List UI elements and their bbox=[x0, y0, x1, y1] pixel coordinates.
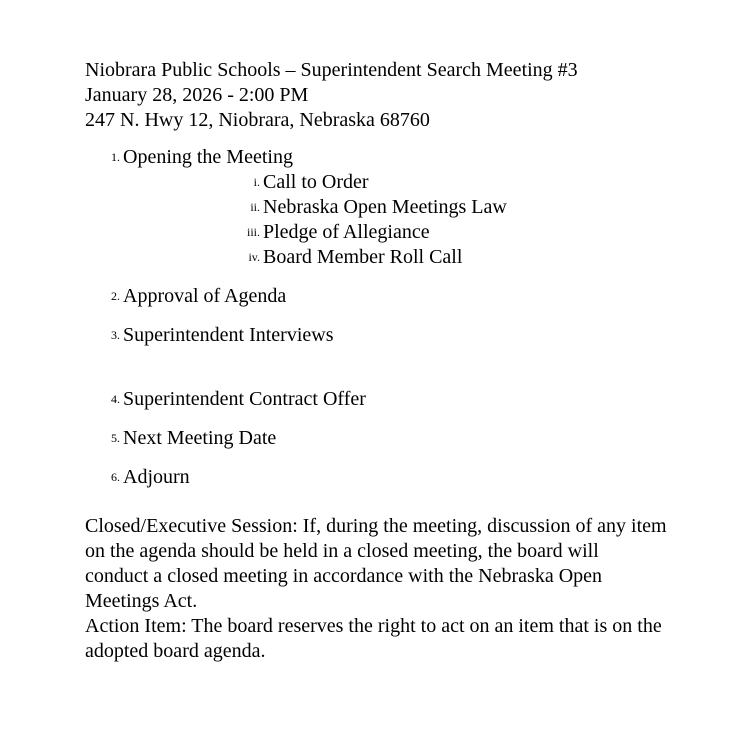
agenda-subitem bbox=[123, 245, 667, 270]
agenda-subitem-marker: ii. bbox=[250, 200, 260, 214]
agenda-item-marker: 5. bbox=[111, 431, 120, 445]
agenda-item-label: Superintendent Interviews bbox=[123, 324, 334, 346]
closed-session-notice: Closed/Executive Session: If, during the meeting, discussion of any item on the agenda should be held in a closed meeting, the board will conduct a closed meeting in accordance with the Nebraska Open Meetings Act. bbox=[85, 515, 667, 612]
agenda-item bbox=[85, 323, 667, 348]
agenda-subitem-label: Board Member Roll Call bbox=[263, 246, 463, 268]
agenda-subitem bbox=[123, 220, 667, 245]
agenda-item bbox=[85, 426, 667, 451]
agenda-item-label: Approval of Agenda bbox=[123, 285, 287, 307]
agenda-subitem-label: Nebraska Open Meetings Law bbox=[263, 196, 507, 218]
agenda-subitem-label: Pledge of Allegiance bbox=[263, 221, 430, 243]
agenda-subitem bbox=[123, 170, 667, 195]
agenda-subitem-marker: i. bbox=[253, 175, 260, 189]
agenda-item bbox=[85, 387, 667, 412]
agenda-item-marker: 1. bbox=[111, 150, 120, 164]
agenda-item-label: Superintendent Contract Offer bbox=[123, 388, 366, 410]
agenda-item-marker: 4. bbox=[111, 392, 120, 406]
meeting-header bbox=[85, 58, 667, 133]
agenda-subitem-marker: iv. bbox=[248, 250, 260, 264]
meeting-title: Niobrara Public Schools – Superintendent Search Meeting #3 bbox=[85, 59, 578, 81]
agenda-subitem-label: Call to Order bbox=[263, 171, 369, 193]
agenda-subitem-list bbox=[123, 170, 667, 270]
agenda-item-label: Next Meeting Date bbox=[123, 427, 277, 449]
agenda-item bbox=[85, 145, 667, 270]
agenda-subitem-marker: iii. bbox=[246, 225, 260, 239]
agenda-item bbox=[85, 465, 667, 490]
meeting-address: 247 N. Hwy 12, Niobrara, Nebraska 68760 bbox=[85, 109, 430, 131]
agenda-subitem bbox=[123, 195, 667, 220]
agenda-item-marker: 2. bbox=[111, 289, 120, 303]
agenda-item-marker: 6. bbox=[111, 470, 120, 484]
agenda-item-label: Opening the Meeting bbox=[123, 146, 293, 168]
agenda-list bbox=[85, 145, 667, 490]
agenda-item-marker: 3. bbox=[111, 328, 120, 342]
agenda-item-label: Adjourn bbox=[123, 466, 190, 488]
meeting-datetime: January 28, 2026 - 2:00 PM bbox=[85, 84, 309, 106]
action-item-notice: Action Item: The board reserves the right to act on an item that is on the adopted board agenda. bbox=[85, 615, 662, 662]
closing-notices bbox=[85, 514, 667, 664]
agenda-item bbox=[85, 284, 667, 309]
document-body bbox=[85, 58, 667, 664]
